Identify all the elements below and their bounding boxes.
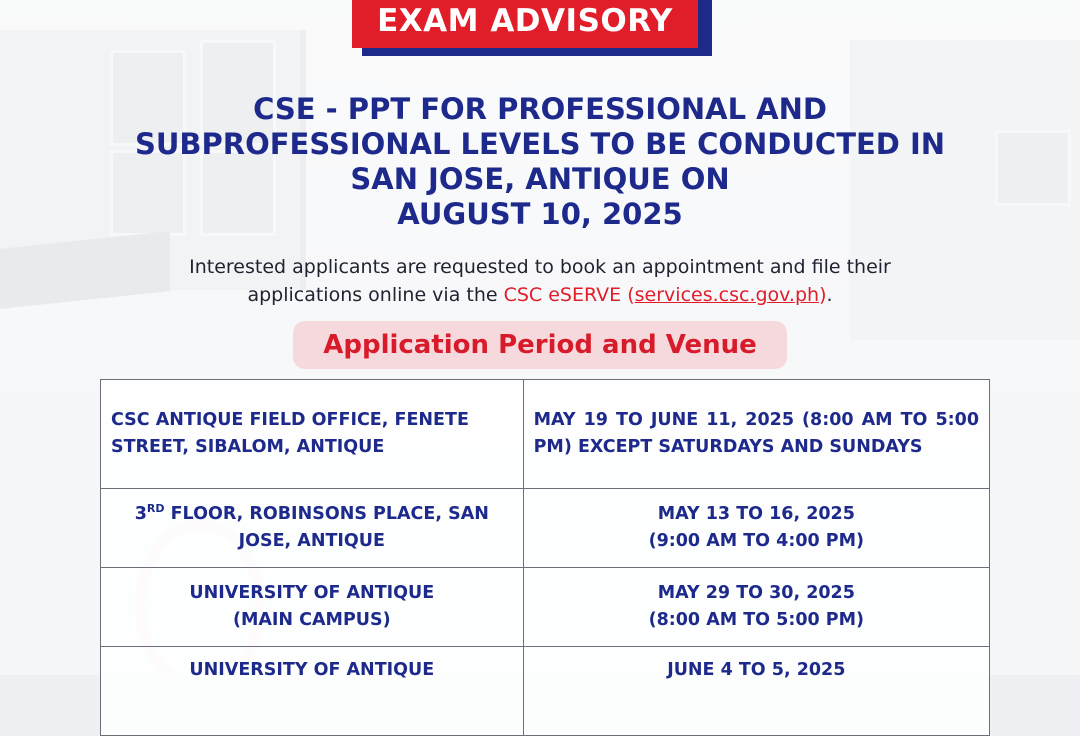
period-cell — [523, 489, 989, 568]
venue-table — [100, 379, 990, 736]
intro-line-1: Interested applicants are requested to book an appointment and file their — [189, 256, 891, 278]
link-close-paren: ) — [819, 284, 827, 306]
venue-floor-number: 3 — [134, 504, 147, 524]
title-line: CSE - PPT FOR PROFESSIONAL AND — [253, 92, 827, 126]
title-line: AUGUST 10, 2025 — [397, 197, 683, 231]
title-line: SAN JOSE, ANTIQUE ON — [350, 162, 730, 196]
table-row — [101, 647, 990, 736]
venue-cell — [101, 647, 524, 736]
period-cell — [523, 647, 989, 736]
venue-cell: CSC ANTIQUE FIELD OFFICE, FENETE STREET, SIBALOM, ANTIQUE — [101, 380, 524, 489]
table-row — [101, 568, 990, 647]
link-open-paren: ( — [627, 284, 635, 306]
venue-cell — [101, 568, 524, 647]
period-dates: MAY 29 TO 30, 2025 — [657, 583, 855, 603]
venue-cell — [101, 489, 524, 568]
period-hours: (9:00 AM TO 4:00 PM) — [648, 531, 865, 551]
intro-prefix: applications online via the — [247, 284, 504, 306]
period-hours: (8:00 AM TO 5:00 PM) — [648, 610, 865, 630]
period-cell: MAY 19 TO JUNE 11, 2025 (8:00 AM TO 5:00 PM) EXCEPT SATURDAYS AND SUNDAYS — [523, 380, 989, 489]
intro-text — [100, 253, 980, 309]
period-dates: MAY 13 TO 16, 2025 — [657, 504, 855, 524]
venue-name: UNIVERSITY OF ANTIQUE — [189, 660, 435, 680]
intro-suffix: . — [826, 284, 833, 306]
table-row — [101, 380, 990, 489]
table-row — [101, 489, 990, 568]
period-cell — [523, 568, 989, 647]
venue-name: UNIVERSITY OF ANTIQUE — [189, 583, 435, 603]
venue-floor-suffix: RD — [146, 502, 165, 516]
advisory-title — [90, 92, 990, 232]
exam-advisory-banner: EXAM ADVISORY — [352, 0, 698, 48]
period-dates: JUNE 4 TO 5, 2025 — [667, 660, 846, 680]
eserve-label: CSC eSERVE — [503, 284, 622, 306]
venue-campus: (MAIN CAMPUS) — [232, 610, 391, 630]
intro-line-2 — [100, 281, 980, 309]
section-heading: Application Period and Venue — [293, 321, 787, 369]
venue-text: FLOOR, ROBINSONS PLACE, SAN JOSE, ANTIQUE — [164, 504, 489, 551]
title-line: SUBPROFESSIONAL LEVELS TO BE CONDUCTED IN — [134, 127, 946, 161]
eserve-link[interactable]: services.csc.gov.ph — [634, 284, 820, 306]
